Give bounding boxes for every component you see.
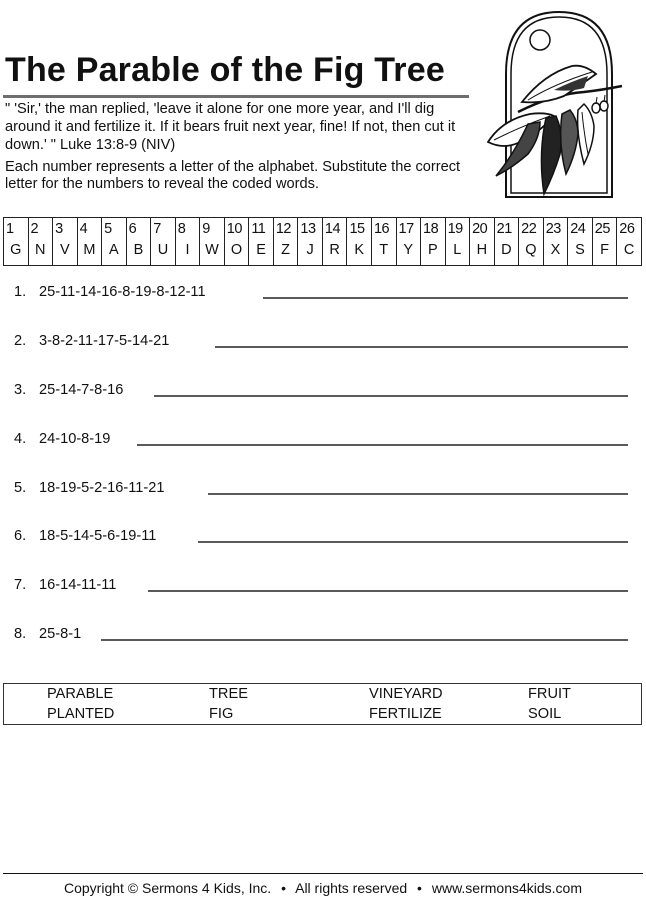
word-bank-item: PARABLE xyxy=(47,686,114,702)
title-underline xyxy=(3,95,469,98)
cipher-cell xyxy=(126,218,151,266)
cipher-number: 7 xyxy=(153,221,161,237)
cipher-cell xyxy=(273,218,298,266)
word-bank-item: PLANTED xyxy=(47,706,115,722)
cipher-cell xyxy=(249,218,274,266)
cipher-letter: U xyxy=(157,242,169,258)
answer-blank[interactable] xyxy=(198,541,628,543)
cipher-number: 9 xyxy=(202,221,210,237)
question-number: 6. xyxy=(14,528,27,544)
question-number: 2. xyxy=(14,333,27,349)
cipher-cell xyxy=(568,218,593,266)
bullet-separator: • xyxy=(281,880,286,896)
question-row xyxy=(0,479,646,503)
cipher-number: 15 xyxy=(349,221,365,237)
scripture-verse: " 'Sir,' the man replied, 'leave it alone for one more year, and I'll dig around it and fertilize it. If it bears fruit next year, fine! If not, then cut it down.' " Luke 13:8-9 (NIV) xyxy=(5,101,456,153)
cipher-number: 13 xyxy=(300,221,316,237)
question-number: 8. xyxy=(14,626,27,642)
cipher-letter: R xyxy=(329,242,340,258)
page-title: The Parable of the Fig Tree xyxy=(5,51,445,89)
cipher-letter: T xyxy=(379,242,389,258)
question-number: 7. xyxy=(14,577,27,593)
cipher-number: 16 xyxy=(373,221,390,237)
cipher-cell xyxy=(77,218,102,266)
cipher-number: 18 xyxy=(423,221,439,237)
word-bank-item: FERTILIZE xyxy=(369,706,442,722)
cipher-letter: Y xyxy=(403,242,414,258)
cipher-letter: V xyxy=(59,242,70,258)
cipher-cell xyxy=(102,218,127,266)
coded-word: 16-14-11-11 xyxy=(39,577,117,593)
cipher-letter: P xyxy=(427,242,438,258)
cipher-number: 20 xyxy=(472,221,488,237)
coded-word: 24-10-8-19 xyxy=(39,431,111,447)
cipher-letter: L xyxy=(453,242,462,258)
coded-word: 25-8-1 xyxy=(39,626,82,642)
coded-word: 18-19-5-2-16-11-21 xyxy=(39,480,165,496)
copyright-text: Copyright © Sermons 4 Kids, Inc. xyxy=(64,880,272,896)
cipher-number: 22 xyxy=(521,221,537,237)
cipher-cell xyxy=(53,218,78,266)
cipher-number: 24 xyxy=(570,221,586,237)
word-bank-item: SOIL xyxy=(528,706,562,722)
cipher-letter: W xyxy=(205,242,219,258)
cipher-number: 25 xyxy=(594,221,610,237)
fig-branch-illustration xyxy=(484,4,634,204)
cipher-cell xyxy=(519,218,544,266)
question-row xyxy=(0,430,646,454)
cipher-letter: M xyxy=(83,242,96,258)
word-bank-item: VINEYARD xyxy=(369,686,443,702)
bullet-separator: • xyxy=(417,880,422,896)
cipher-number: 26 xyxy=(619,221,635,237)
cipher-number: 5 xyxy=(104,221,112,237)
cipher-number: 17 xyxy=(398,221,414,237)
answer-blank[interactable] xyxy=(263,297,628,299)
cipher-number: 3 xyxy=(55,221,63,237)
cipher-letter: Z xyxy=(281,242,291,258)
instructions: Each number represents a letter of the alphabet. Substitute the correct letter for the numbers to reveal the coded words. xyxy=(5,159,461,192)
cipher-number: 11 xyxy=(251,221,266,237)
word-bank-item: FIG xyxy=(209,706,234,722)
answer-blank[interactable] xyxy=(215,346,628,348)
question-number: 5. xyxy=(14,480,27,496)
cipher-cell xyxy=(175,218,200,266)
cipher-number: 8 xyxy=(177,221,186,237)
answer-blank[interactable] xyxy=(208,493,628,495)
cipher-letter: N xyxy=(35,242,46,258)
rights-text: All rights reserved xyxy=(295,880,408,896)
cipher-number: 14 xyxy=(324,221,341,237)
question-row xyxy=(0,625,646,649)
cipher-letter: J xyxy=(306,242,314,258)
cipher-cell xyxy=(224,218,249,266)
question-row xyxy=(0,527,646,551)
cipher-number: 19 xyxy=(447,221,463,237)
cipher-letter: F xyxy=(600,242,609,258)
cipher-letter: X xyxy=(550,242,561,258)
cipher-number: 1 xyxy=(6,221,14,237)
cipher-letter: H xyxy=(476,242,488,258)
cipher-cell xyxy=(298,218,323,266)
cipher-letter: S xyxy=(575,242,585,258)
cipher-letter: B xyxy=(133,242,144,258)
cipher-number: 21 xyxy=(496,221,512,237)
cipher-letter: A xyxy=(109,242,119,258)
answer-blank[interactable] xyxy=(154,395,628,397)
cipher-letter: G xyxy=(10,242,22,258)
answer-blank[interactable] xyxy=(148,590,628,592)
cipher-cell xyxy=(4,218,29,266)
cipher-letter: D xyxy=(501,242,512,258)
cipher-cell xyxy=(322,218,347,266)
cipher-cell xyxy=(28,218,53,266)
coded-word: 25-11-14-16-8-19-8-12-11 xyxy=(39,284,206,300)
cipher-number: 4 xyxy=(79,221,88,237)
footer xyxy=(0,880,646,897)
cipher-letter: Q xyxy=(525,242,537,258)
word-bank xyxy=(3,683,642,725)
cipher-cell xyxy=(421,218,446,266)
cipher-number: 2 xyxy=(30,221,39,237)
question-number: 4. xyxy=(14,431,27,447)
cipher-cell xyxy=(543,218,568,266)
question-row xyxy=(0,332,646,356)
website-link[interactable]: www.sermons4kids.com xyxy=(431,880,582,896)
cipher-number: 10 xyxy=(226,221,242,237)
coded-word: 18-5-14-5-6-19-11 xyxy=(39,528,157,544)
cipher-letter: C xyxy=(623,242,635,258)
question-row xyxy=(0,576,646,600)
cipher-letter: E xyxy=(256,242,266,258)
cipher-number: 12 xyxy=(275,221,291,237)
coded-word: 3-8-2-11-17-5-14-21 xyxy=(39,333,170,349)
cipher-number: 23 xyxy=(545,221,561,237)
cipher-cell xyxy=(371,218,396,266)
cipher-cell xyxy=(347,218,372,266)
answer-blank[interactable] xyxy=(137,444,628,446)
cipher-cell xyxy=(151,218,176,266)
question-number: 3. xyxy=(14,382,27,398)
cipher-letter: O xyxy=(230,242,243,258)
word-bank-item: FRUIT xyxy=(528,686,571,702)
word-bank-item: TREE xyxy=(209,686,248,702)
cipher-cell xyxy=(617,218,642,266)
cipher-key-table xyxy=(3,217,642,266)
footer-divider xyxy=(3,873,643,874)
question-row xyxy=(0,381,646,405)
cipher-cell xyxy=(470,218,495,266)
cipher-cell xyxy=(494,218,519,266)
question-row xyxy=(0,283,646,307)
cipher-letter: I xyxy=(185,242,190,258)
cipher-number: 6 xyxy=(128,221,137,237)
cipher-cell xyxy=(396,218,421,266)
cipher-cell xyxy=(445,218,470,266)
cipher-letter: K xyxy=(354,242,365,258)
answer-blank[interactable] xyxy=(101,639,628,641)
cipher-cell xyxy=(592,218,617,266)
cipher-cell xyxy=(200,218,225,266)
question-number: 1. xyxy=(14,284,27,300)
coded-word: 25-14-7-8-16 xyxy=(39,382,124,398)
